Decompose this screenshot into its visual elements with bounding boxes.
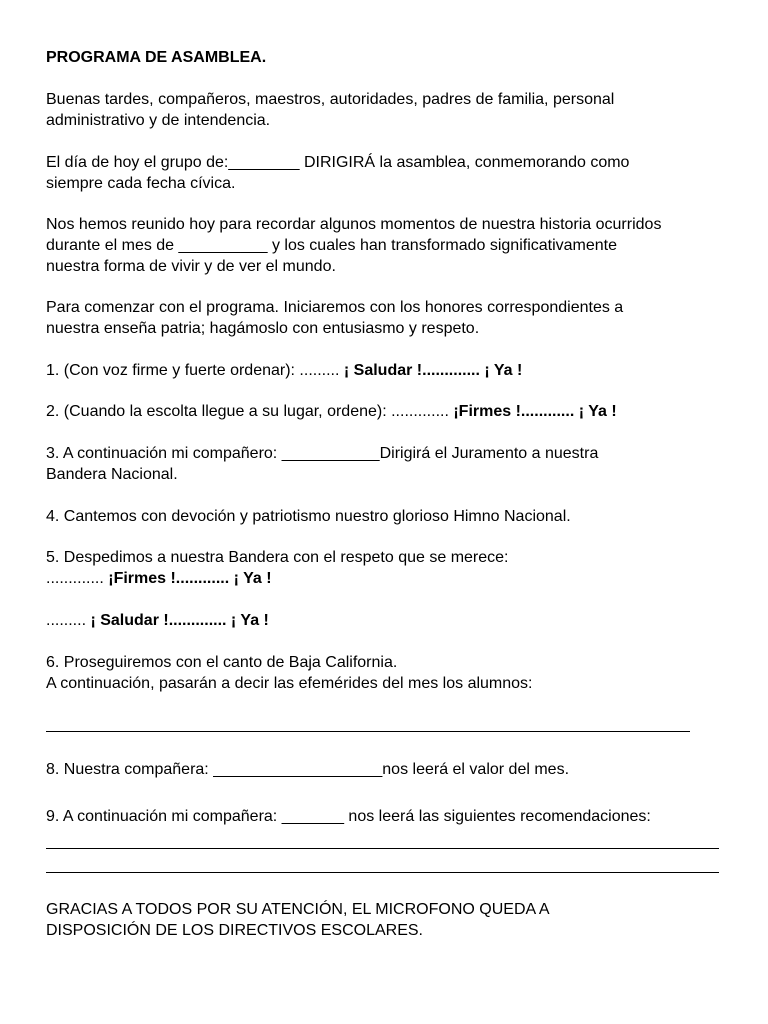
salute-command: ¡ Saludar !............. ¡ Ya ! [90, 612, 269, 629]
program-item-2 [46, 401, 736, 422]
intro-paragraph [46, 152, 736, 194]
closing-line-1: GRACIAS A TODOS POR SU ATENCIÓN, EL MICROFONO QUEDA A [46, 901, 550, 918]
program-item-9: 9. A continuación mi compañera: _______ nos leerá las siguientes recomendaciones: [46, 808, 651, 825]
comenzar-line-1: Para comenzar con el programa. Iniciaremos con los honores correspondientes a [46, 299, 624, 316]
reunion-paragraph [46, 214, 736, 277]
item-3-line-1: 3. A continuación mi compañero: ___________Dirigirá el Juramento a nuestra [46, 445, 599, 462]
item-5-command: ¡Firmes !............ ¡ Ya ! [108, 570, 272, 587]
program-item-6 [46, 652, 736, 694]
item-1-text: 1. (Con voz firme y fuerte ordenar): ......... [46, 362, 344, 379]
greeting-line-2: administrativo y de intendencia. [46, 112, 271, 129]
closing-paragraph [46, 899, 736, 941]
salute-prefix: ......... [46, 612, 91, 629]
item-3-line-2: Bandera Nacional. [46, 466, 178, 483]
program-item-1 [46, 360, 736, 381]
reunion-line-2: durante el mes de __________ y los cuales han transformado significativamente [46, 237, 618, 254]
greeting-paragraph [46, 89, 736, 131]
comenzar-line-2: nuestra enseña patria; hagámoslo con entusiasmo y respeto. [46, 320, 480, 337]
document-title: PROGRAMA DE ASAMBLEA. [46, 49, 267, 66]
recommendations-blank-line-1 [46, 848, 719, 849]
greeting-line-1: Buenas tardes, compañeros, maestros, autoridades, padres de familia, personal [46, 91, 615, 108]
reunion-line-1: Nos hemos reunido hoy para recordar algunos momentos de nuestra historia ocurridos [46, 216, 662, 233]
recommendations-blank-line-2 [46, 872, 719, 873]
intro-line-1: El día de hoy el grupo de:________ DIRIGIRÁ la asamblea, conmemorando como [46, 154, 630, 171]
program-item-5 [46, 547, 736, 589]
salute-line [46, 610, 736, 631]
intro-line-2: siempre cada fecha cívica. [46, 175, 236, 192]
comenzar-paragraph [46, 297, 736, 339]
item-2-text: 2. (Cuando la escolta llegue a su lugar, ordene): ............. [46, 403, 454, 420]
efemerides-blank-line [46, 731, 690, 732]
item-5-line-2 [46, 568, 736, 589]
program-item-8: 8. Nuestra compañera: ___________________nos leerá el valor del mes. [46, 761, 570, 778]
program-item-4: 4. Cantemos con devoción y patriotismo nuestro glorioso Himno Nacional. [46, 508, 571, 525]
item-5-prefix: ............. [46, 570, 109, 587]
item-1-command: ¡ Saludar !............. ¡ Ya ! [343, 362, 523, 379]
item-2-command: ¡Firmes !............ ¡ Ya ! [453, 403, 617, 420]
program-item-3 [46, 443, 736, 485]
item-6-line-1: 6. Proseguiremos con el canto de Baja California. [46, 654, 398, 671]
closing-line-2: DISPOSICIÓN DE LOS DIRECTIVOS ESCOLARES. [46, 922, 423, 939]
reunion-line-3: nuestra forma de vivir y de ver el mundo. [46, 258, 336, 275]
item-6-line-2: A continuación, pasarán a decir las efemérides del mes los alumnos: [46, 675, 533, 692]
item-5-line-1: 5. Despedimos a nuestra Bandera con el respeto que se merece: [46, 549, 509, 566]
